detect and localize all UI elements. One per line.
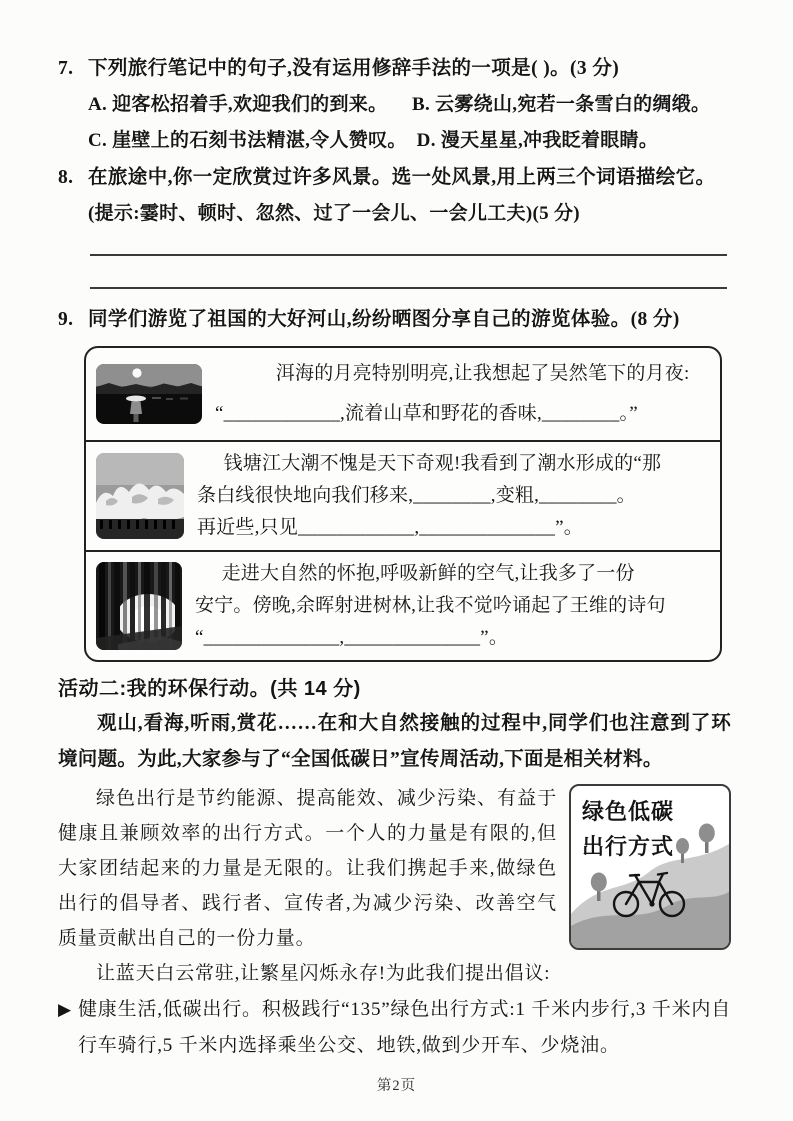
activity-2	[58, 672, 731, 1064]
poster-title-line2: 出行方式	[582, 834, 675, 859]
green-travel-material: 绿色出行是节约能源、提高能效、减少污染、有益于健康且兼顾效率的出行方式。一个人的力量是有限的,但大家团结起来的力量是无限的。让我们携起手来,做绿色出行的倡导者、践行者、宣传者,为减少污染、改善空气质量贡献出自己的一份力量。	[58, 788, 557, 949]
poster-title	[582, 794, 674, 864]
row-line: 钱塘江大潮不愧是天下奇观!我看到了潮水形成的“那	[223, 453, 662, 474]
question-7-option-d: D. 漫天星星,冲我眨着眼睛。	[416, 130, 659, 151]
question-7-option-c: C. 崖壁上的石刻书法精湛,令人赞叹。	[88, 130, 407, 151]
moon-lake-illustration	[96, 364, 202, 424]
activity-2-title: 活动二:我的环保行动。(共 14 分)	[58, 678, 361, 700]
row-text-forest	[182, 558, 710, 654]
row-text-erhai	[202, 354, 710, 434]
question-8-hint: (提示:霎时、顿时、忽然、过了一会儿、一会儿工夫)(5 分)	[88, 203, 580, 224]
row-text-qiantang	[184, 448, 710, 544]
activity-2-intro: 观山,看海,听雨,赏花……在和大自然接触的过程中,同学们也注意到了环境问题。为此,大家参与了“全国低碳日”宣传周活动,下面是相关材料。	[58, 713, 731, 770]
question-7-option-a: A. 迎客松招着手,欢迎我们的到来。	[88, 94, 388, 115]
answer-line-2	[90, 256, 727, 289]
forest-photo	[96, 562, 182, 650]
question-8	[58, 159, 731, 301]
material-section	[58, 781, 731, 956]
question-7-option-b: B. 云雾绕山,宛若一条雪白的绸缎。	[412, 94, 711, 115]
triangle-bullet-icon: ▶	[58, 1000, 72, 1019]
row-line: 安宁。傍晚,余晖射进树林,让我不觉吟诵起了王维的诗句	[195, 595, 666, 616]
appeal-line: 让蓝天白云常驻,让繁星闪烁永存!为此我们提出倡议:	[96, 963, 551, 984]
row-line-with-blanks: “______________,______________”。	[195, 627, 509, 648]
proposal-item	[58, 992, 731, 1064]
travel-photos-table	[84, 346, 722, 662]
proposal-text: 健康生活,低碳出行。积极践行“135”绿色出行方式:1 千米内步行,3 千米内自行车骑行,5 千米内选择乘坐公交、地铁,做到少开车、少烧油。	[78, 999, 731, 1056]
row-line-with-blanks: 再近些,只见____________,______________”。	[197, 517, 583, 538]
question-9-stem: 同学们游览了祖国的大好河山,纷纷晒图分享自己的游览体验。(8 分)	[88, 309, 680, 330]
page-number: 第2页	[376, 1078, 417, 1094]
row-line: 洱海的月亮特别明亮,让我想起了吴然笔下的月夜:	[275, 363, 690, 384]
question-9	[58, 301, 731, 662]
question-9-number: 9.	[58, 309, 74, 330]
question-8-number: 8.	[58, 167, 74, 188]
forest-illustration	[96, 562, 182, 650]
question-8-stem: 在旅途中,你一定欣赏过许多风景。选一处风景,用上两三个词语描绘它。	[88, 167, 716, 188]
row-line-with-blanks: “____________,流着山草和野花的香味,________。”	[215, 403, 638, 424]
tidal-wave-illustration	[96, 453, 184, 539]
table-row-erhai-moon	[86, 348, 720, 442]
table-row-qiantang-tide	[86, 442, 720, 552]
answer-line-1	[90, 232, 727, 256]
question-7-stem: 下列旅行笔记中的句子,没有运用修辞手法的一项是( )。(3 分)	[88, 58, 620, 79]
tidal-wave-photo	[96, 453, 184, 539]
moon-lake-photo	[96, 364, 202, 424]
question-7-number: 7.	[58, 58, 74, 79]
question-7	[58, 50, 731, 159]
row-line: 走进大自然的怀抱,呼吸新鲜的空气,让我多了一份	[221, 563, 635, 584]
row-line-with-blanks: 条白线很快地向我们移来,________,变粗,________。	[197, 485, 636, 506]
green-travel-poster	[569, 784, 731, 950]
table-row-forest	[86, 552, 720, 660]
poster-title-line1: 绿色低碳	[582, 799, 675, 824]
